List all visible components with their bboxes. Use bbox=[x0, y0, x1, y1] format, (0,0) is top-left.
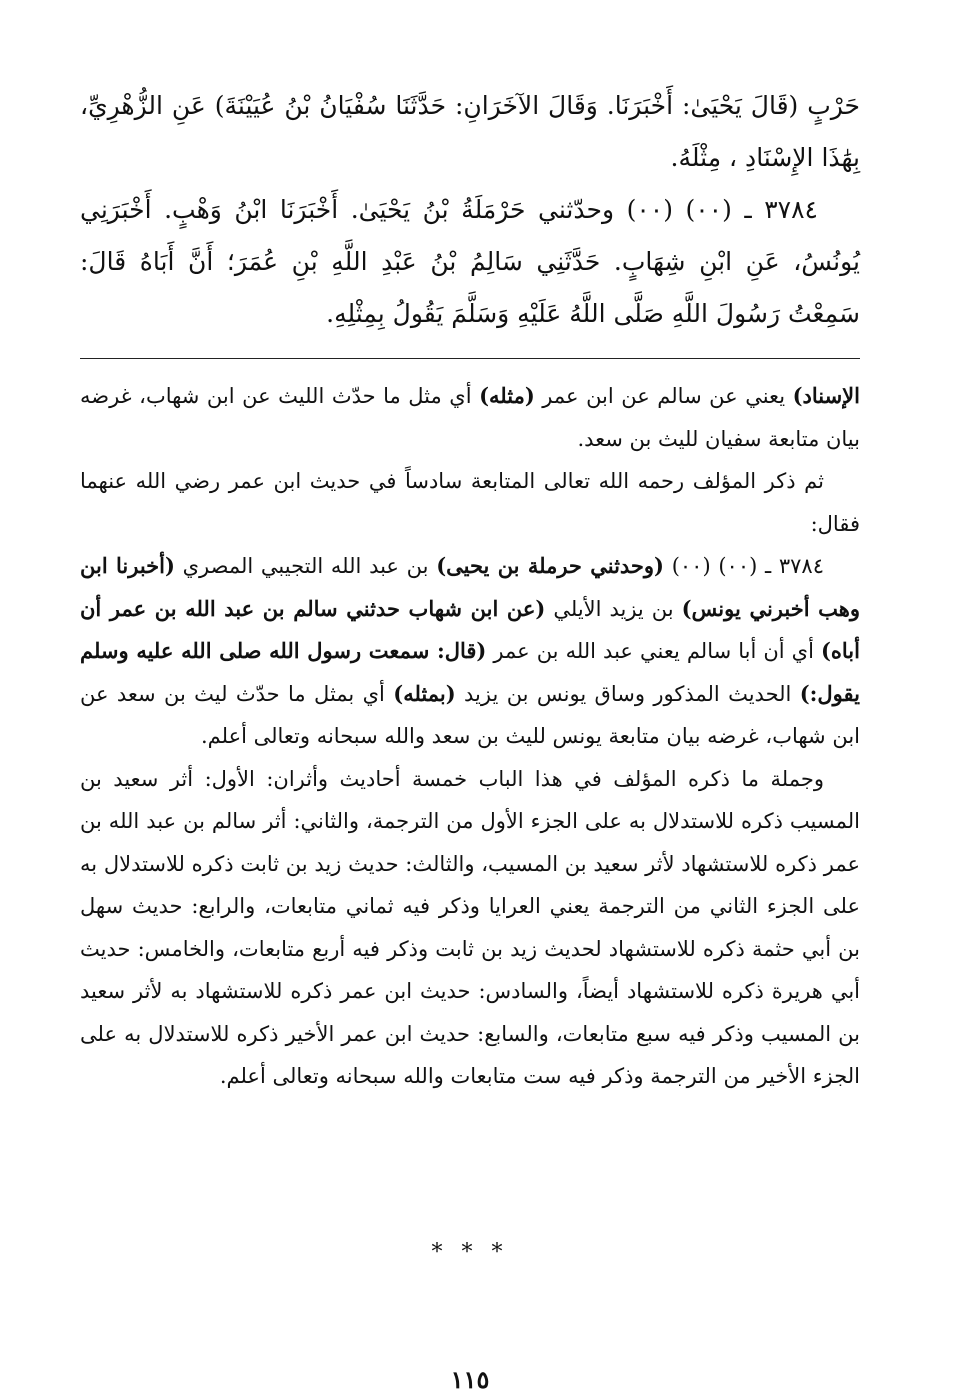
bold-phrase: (قال: سمعت رسول الله صلى الله عليه وسلم يقول:) bbox=[80, 638, 860, 706]
text-run: أي أن أبا سالم يعني عبد الله بن عمر bbox=[486, 639, 821, 663]
hadith-paragraph-2: ٣٧٨٤ ـ (٠٠) (٠٠) وحدّثني حَرْمَلَةُ بْنُ يَحْيَىٰ. أَخْبَرَنَا ابْنُ وَهْبٍ. أَخْبَرَنِي يُونُسُ، عَنِ ابْنِ شِهَابٍ. حَدَّثَنِي سَالِمُ بْنُ عَبْدِ اللَّهِ بْنِ عُمَرَ؛ أَنَّ أَبَاهُ قَالَ: سَمِعْتُ رَسُولَ اللَّهِ صَلَّى اللَّهُ عَلَيْهِ وَسَلَّمَ يَقُولُ بِمِثْلِهِ. bbox=[80, 195, 860, 328]
footnote-divider bbox=[80, 358, 860, 359]
page-number: ١١٥ bbox=[450, 1365, 490, 1394]
commentary-text bbox=[80, 375, 860, 1098]
text-run: بن يزيد الأيلي bbox=[545, 596, 682, 621]
section-separator: * * * bbox=[431, 1240, 509, 1265]
bold-phrase: (وحدثني حرملة بن يحيى) bbox=[436, 553, 664, 578]
book-page bbox=[80, 80, 860, 1394]
text-run: أي بمثل ما حدّث ليث بن سعد عن ابن شهاب، غرضه بيان متابعة يونس لليث بن سعد والله سبحانه وتعالى أعلم. bbox=[80, 681, 860, 748]
bold-phrase: (أخبرنا ابن وهب أخبرني يونس) bbox=[80, 553, 860, 621]
text-run: بن عبد الله التجيبي المصري bbox=[174, 554, 437, 578]
bold-phrase: (بمثله) bbox=[393, 680, 456, 706]
hadith-paragraph-1: حَرْبٍ (قَالَ يَحْيَىٰ: أَخْبَرَنَا. وَقَالَ الآخَرَانِ: حَدَّثَنَا سُفْيَانُ بْنُ عُيَيْنَةَ) عَنِ الزُّهْرِيِّ، بِهَٰذَا الإِسْنَادِ ، مِثْلَهُ. bbox=[80, 91, 860, 172]
bold-phrase: الإسناد) bbox=[792, 383, 860, 408]
text-run: أي مثل ما حدّث الليث عن ابن شهاب، غرضه بيان متابعة سفيان لليث بن سعد. bbox=[80, 384, 860, 451]
commentary-paragraph-2: ثم ذكر المؤلف رحمه الله تعالى المتابعة سادساً في حديث ابن عمر رضي الله عنهما فقال: bbox=[80, 469, 860, 536]
text-run: يعني عن سالم عن ابن عمر bbox=[534, 384, 793, 408]
hadith-text bbox=[80, 80, 860, 340]
commentary-paragraph-1 bbox=[80, 375, 860, 460]
bold-phrase: (مثله) bbox=[479, 383, 535, 408]
text-run: ٣٧٨٤ ـ (٠٠) (٠٠) bbox=[664, 554, 824, 578]
commentary-paragraph-3 bbox=[80, 545, 860, 758]
text-run: الحديث المذكور وساق يونس بن يزيد bbox=[455, 681, 800, 706]
commentary-paragraph-4: وجملة ما ذكره المؤلف في هذا الباب خمسة أحاديث وأثران: الأول: أثر سعيد بن المسيب ذكره للاستدلال به على الجزء الأول من الترجمة، والثاني: أثر سالم بن عبد الله بن عمر ذكره للاستشهاد لأثر سعيد بن المسيب، والثالث: حديث زيد بن ثابت ذكره للاستدلال به على الجزء الثاني من الترجمة يعني العرايا وذكر فيه ثماني متابعات، والرابع: حديث سهل بن أبي حثمة ذكره للاستشهاد لحديث زيد بن ثابت وذكر فيه أربع متابعات، والخامس: حديث أبي هريرة ذكره للاستشهاد أيضاً، والسادس: حديث ابن عمر ذكره للاستشهاد به لأثر سعيد بن المسيب وذكر فيه سبع متابعات، والسابع: حديث ابن عمر الأخير ذكره للاستدلال به على الجزء الأخير من الترجمة وذكر فيه ست متابعات والله سبحانه وتعالى أعلم. bbox=[80, 766, 860, 1088]
bold-phrase: (عن ابن شهاب حدثني سالم بن عبد الله بن عمر أن أباه) bbox=[80, 595, 860, 663]
